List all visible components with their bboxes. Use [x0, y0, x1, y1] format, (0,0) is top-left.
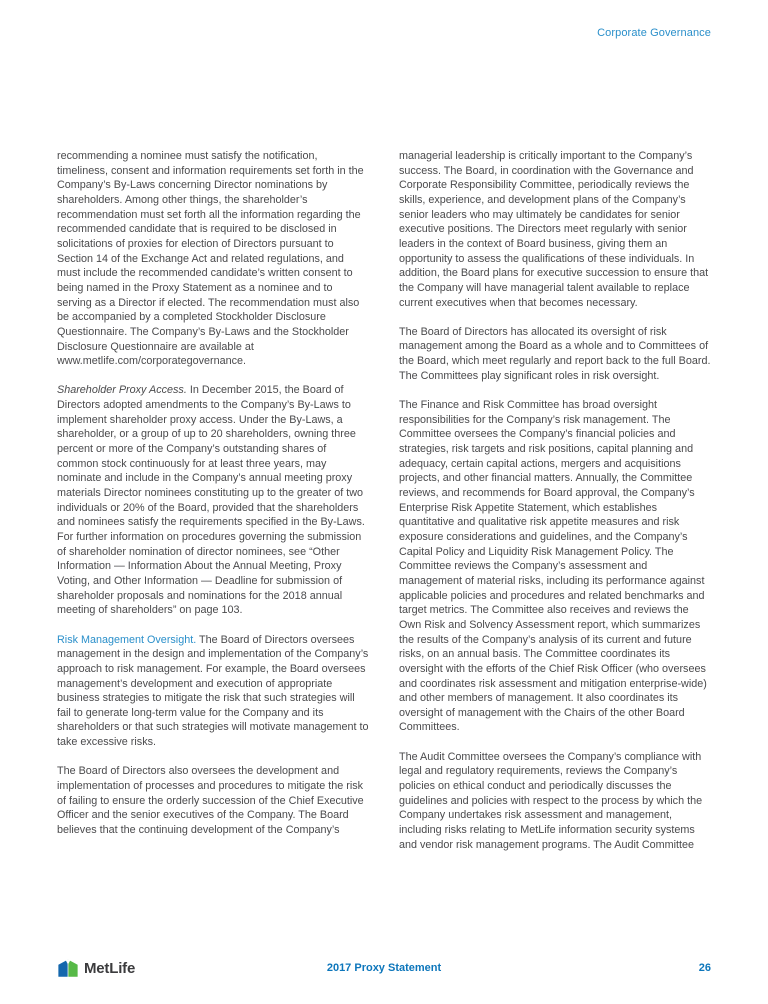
paragraph-text: In December 2015, the Board of Directors adopted amendments to the Company’s By-Laws to implement shareholder proxy access. Under the By-Laws, a shareholder, or a group of up to 20 shareholders, owning three percent or more of the Company’s outstanding shares of common stock continuously for at least three years, may nominate and include in the Company’s annual meeting proxy materials Director nominees constituting up to the greater of two individuals or 20% of the Board, provided that the shareholders and nominees satisfy the requirements specified in the By-Laws. For further information on procedures governing the submission of shareholder nomination of director nominees, see “Other Information — Information About the Annual Meeting, Proxy Voting, and Other Information — Deadline for submission of shareholder proposals and nominations for the 2018 annual meeting of shareholders” on page 103. — [57, 384, 365, 617]
footer-document-title: 2017 Proxy Statement — [326, 962, 442, 974]
paragraph-lead-italic: Shareholder Proxy Access. — [57, 384, 187, 397]
paragraph — [399, 398, 711, 735]
footer-page-number: 26 — [698, 962, 711, 974]
metlife-wordmark: MetLife — [84, 959, 136, 977]
paragraph-text: The Audit Committee oversees the Company’s compliance with legal and regulatory requirements, reviews the Company’s policies on ethical conduct and periodically discusses the guidelines and policies with respect to the process by which the Company undertakes risk assessment and management, including risks relating to MetLife information security systems and vendor risk management programs. The Audit Committee — [399, 750, 703, 851]
running-header: Corporate Governance — [597, 27, 711, 39]
paragraph-text: The Board of Directors has allocated its oversight of risk management among the Board as a whole and to Committees of the Board, which meet regularly and report back to the full Board. The Committees play significant roles in risk oversight. — [399, 325, 711, 382]
page-footer — [57, 955, 711, 985]
paragraph — [57, 149, 369, 369]
right-column — [399, 149, 711, 852]
paragraph-lead-blue: Risk Management Oversight. — [57, 633, 197, 646]
left-column — [57, 149, 369, 852]
paragraph-text: The Finance and Risk Committee has broad oversight responsibilities for the Company’s risk management. The Committee oversees the Company’s financial policies and strategies, risk targets and risk positions, capital planning and adequacy, certain capital actions, mergers and acquisitions projects, and other financial matters. Annually, the Committee reviews, and recommends for Board approval, the Company’s Enterprise Risk Appetite Statement, which establishes quantitative and qualitative risk appetite measures and risk exposure considerations and guidelines, and the Company’s Capital Policy and Liquidity Risk Management Policy. The Committee reviews the Company’s assessment and management of material risks, including its performance against applicable policies and procedures and related benchmarks and target metrics. The Committee also receives and reviews the Own Risk and Solvency Assessment report, which summarizes the results of the Company’s analysis of its current and future risks, on an annual basis. The Committee coordinates its oversight with the efforts of the Chief Risk Officer (who oversees and coordinates risk assessment and mitigation enterprise-wide) and other members of management. It also coordinates its oversight of management with the Chairs of the other Board Committees. — [399, 399, 707, 734]
paragraph — [399, 325, 711, 384]
paragraph-text: The Board of Directors also oversees the development and implementation of processes and procedures to mitigate the risk of failing to ensure the orderly succession of the Chief Executive Officer and the senior executives of the Company. The Board believes that the continuing development of the Company’s — [57, 765, 364, 836]
paragraph-text: recommending a nominee must satisfy the notification, timeliness, consent and information requirements set forth in the Company’s By-Laws concerning Director nominations by shareholders. Among other things, the shareholder’s recommendation must set forth all the information regarding the recommended candidate that is required to be disclosed in solicitations of proxies for election of Directors pursuant to Section 14 of the Exchange Act and related regulations, and must include the recommended candidate’s written consent to being named in the Proxy Statement as a nominee and to serving as a Director if elected. The recommendation must also be accompanied by a completed Stockholder Disclosure Questionnaire. The Company’s By-Laws and the Stockholder Disclosure Questionnaire are available at www.metlife.com/corporategovernance. — [57, 150, 364, 368]
paragraph — [399, 750, 711, 853]
paragraph — [399, 149, 711, 310]
paragraph — [57, 633, 369, 750]
paragraph — [57, 764, 369, 837]
paragraph-text: The Board of Directors oversees management in the design and implementation of the Company’s approach to risk management. For example, the Board oversees management’s development and execution of appropriate business strategies to mitigate the risk that such strategies will fail to generate long-term value for the Company and its shareholders or that such strategies will motivate management to take excessive risks. — [57, 633, 369, 749]
body-columns — [57, 149, 711, 852]
paragraph-text: managerial leadership is critically important to the Company’s success. The Board, in coordination with the Governance and Corporate Responsibility Committee, periodically reviews the skills, experience, and development plans of the Company’s senior leaders who may ultimately be candidates for senior executive positions. The Directors meet regularly with senior leaders in the context of Board business, giving them an opportunity to assess the qualifications of these individuals. In addition, the Board plans for executive succession to ensure that the Company will have managerial talent available to replace current executives when that becomes necessary. — [399, 150, 709, 309]
paragraph — [57, 383, 369, 618]
